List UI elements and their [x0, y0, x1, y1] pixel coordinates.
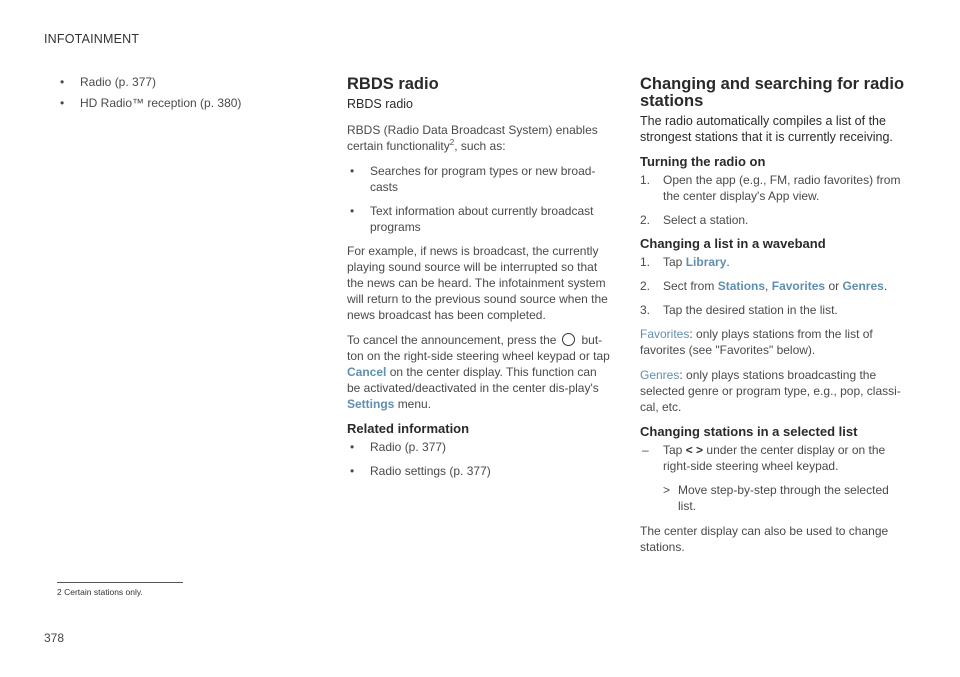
list-item[interactable]: • HD Radio™ reception (p. 380): [57, 95, 319, 111]
footnote-divider: [57, 582, 183, 583]
arrows-label: < >: [685, 443, 704, 457]
column-rbds-radio: [347, 74, 613, 487]
subtitle: RBDS radio: [347, 97, 413, 111]
page-title: RBDS radio: [347, 75, 439, 93]
step-item: 2. Select a station.: [640, 213, 749, 227]
list-item: • Text information about currently broadcast programs: [347, 203, 613, 235]
intro-paragraph: The radio automatically compiles a list of the strongest stations that it is currently receiving.: [640, 114, 893, 144]
list-item[interactable]: • Radio (p. 377): [347, 439, 613, 455]
genres-label: Genres: [842, 279, 884, 293]
settings-menu-label: Settings: [347, 397, 395, 411]
step-item: – Tap < > under the center display or on the right-side steering wheel keypad.: [642, 443, 886, 473]
genres-description: Genres: only plays stations broadcasting the selected genre or program type, e.g., pop, classi-cal, etc.: [640, 368, 901, 414]
stations-label: Stations: [717, 279, 766, 293]
paragraph: To cancel the announcement, press the but-ton on the right-side steering wheel keypad or tap Cancel on the center display. This function can be activated/deactivated in the center dis-play's Settings menu.: [347, 333, 610, 411]
column-related-links: [57, 74, 319, 116]
intro-paragraph: RBDS (Radio Data Broadcast System) enables certain functionality$^2$, such as:: [347, 123, 598, 153]
footnote-ref[interactable]: 2: [449, 138, 455, 147]
step-item: 2. Sect from Stations, Favorites or Genres.: [640, 279, 888, 293]
section-title: Changing and searching for radio stations: [640, 75, 905, 110]
list-item[interactable]: • Radio (p. 377): [57, 74, 319, 90]
paragraph: For example, if news is broadcast, the currently playing sound source will be interrupted so that the news can be heard. The infotainment system will return to the previous sound source when the news broadcast has been completed.: [347, 244, 608, 322]
related-heading: Related information: [347, 421, 470, 436]
favorites-description: Favorites: only plays stations from the list of favorites (see "Favorites" below).: [640, 327, 873, 357]
outro-paragraph: The center display can also be used to change stations.: [640, 524, 889, 554]
library-label: Library: [685, 255, 727, 269]
heading-changing-list: Changing a list in a waveband: [640, 236, 826, 251]
favorites-label: Favorites: [771, 279, 826, 293]
list-item: • Searches for program types or new broad-casts: [347, 163, 613, 195]
cancel-button-label: Cancel: [347, 365, 387, 379]
step-item: 1. Open the app (e.g., FM, radio favorites) from the center display's App view.: [640, 173, 901, 203]
step-item: 1. Tap Library.: [640, 255, 730, 269]
page-number: 378: [44, 631, 65, 645]
heading-turning-on: Turning the radio on: [640, 154, 766, 169]
step-result: > Move step-by-step through the selected list.: [663, 483, 889, 513]
footnote: 2 Certain stations only.: [57, 587, 143, 597]
column-changing-stations: [640, 74, 905, 564]
steering-wheel-button-icon: [562, 333, 575, 346]
section-header: INFOTAINMENT: [44, 32, 140, 46]
heading-changing-stations: Changing stations in a selected list: [640, 424, 858, 439]
list-item[interactable]: • Radio settings (p. 377): [347, 463, 613, 479]
step-item: 3. Tap the desired station in the list.: [640, 303, 838, 317]
